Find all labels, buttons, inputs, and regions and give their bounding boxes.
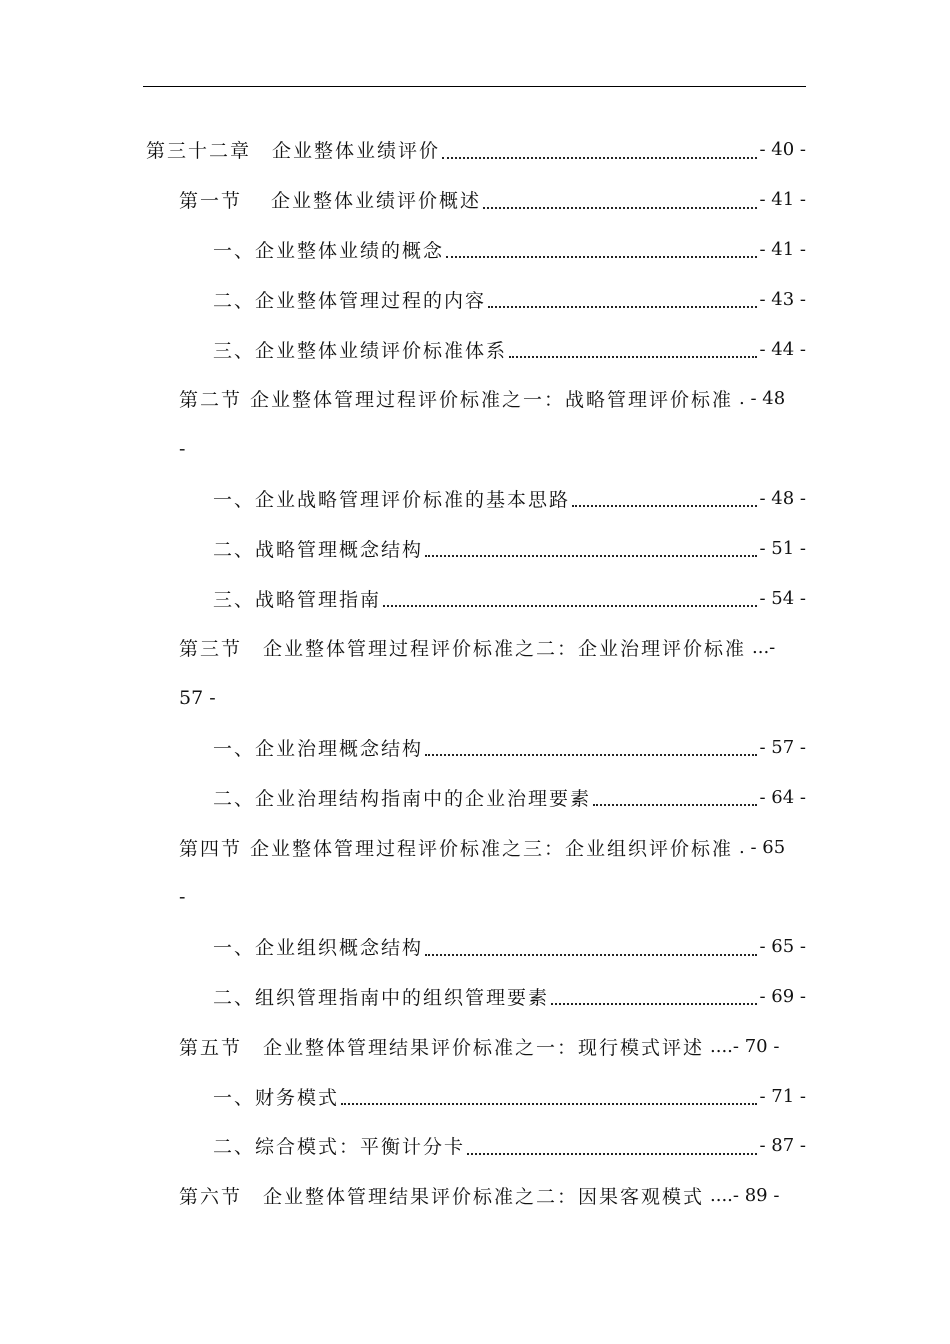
toc-entry-title: 二、企业整体管理过程的内容	[213, 289, 487, 312]
toc-entry-continuation[interactable]	[146, 424, 806, 474]
toc-page-number: . - 65	[739, 836, 786, 858]
toc-entry-title: 二、战略管理概念结构	[213, 538, 424, 561]
toc-entry-title: 二、组织管理指南中的组织管理要素	[213, 986, 550, 1009]
toc-entry[interactable]	[146, 1171, 806, 1221]
toc-entry[interactable]	[146, 822, 806, 872]
toc-dot-leader	[425, 953, 757, 956]
toc-entry-title: 57 -	[179, 686, 216, 709]
toc-entry-title: -	[179, 437, 186, 460]
toc-page-number: . - 48	[739, 388, 786, 410]
toc-page-number: - 48 -	[759, 487, 806, 509]
toc-entry-title: 一、企业战略管理评价标准的基本思路	[213, 488, 571, 511]
toc-entry-title: 第二节 企业整体管理过程评价标准之一：战略管理评价标准	[179, 389, 734, 412]
toc-entry-title: 三、企业整体业绩评价标准体系	[213, 339, 508, 362]
toc-page-number: - 41 -	[759, 189, 806, 211]
toc-page-number: - 87 -	[759, 1135, 806, 1157]
toc-entry-title: 一、企业整体业绩的概念	[213, 239, 445, 262]
toc-page-number: - 51 -	[759, 537, 806, 559]
toc-entry-continuation[interactable]	[146, 673, 806, 723]
toc-dot-leader	[593, 803, 757, 806]
toc-page-number: - 41 -	[759, 238, 806, 260]
toc-entry[interactable]	[146, 175, 806, 225]
toc-entry[interactable]	[146, 374, 806, 424]
table-of-contents	[146, 125, 806, 1221]
toc-entry-title: 一、财务模式	[213, 1086, 340, 1109]
toc-entry-title: 第五节 企业整体管理结果评价标准之一：现行模式评述	[179, 1036, 705, 1059]
toc-entry[interactable]	[146, 573, 806, 623]
toc-entry[interactable]	[146, 623, 806, 673]
toc-entry-title: 第一节 企业整体业绩评价概述	[179, 190, 482, 213]
toc-entry-title: 二、企业治理结构指南中的企业治理要素	[213, 787, 592, 810]
toc-entry-title: 第三节 企业整体管理过程评价标准之二：企业治理评价标准	[179, 638, 747, 661]
toc-dot-leader	[383, 604, 757, 607]
toc-dot-leader	[572, 504, 757, 507]
toc-page-number: - 40 -	[759, 139, 806, 161]
toc-entry-continuation[interactable]	[146, 872, 806, 922]
toc-entry[interactable]	[146, 523, 806, 573]
toc-entry-title: -	[179, 885, 186, 908]
toc-page-number: - 64 -	[759, 786, 806, 808]
toc-dot-leader	[483, 206, 757, 209]
toc-entry[interactable]	[146, 274, 806, 324]
toc-page-number: ....- 89 -	[710, 1185, 780, 1207]
toc-page-number: - 44 -	[759, 338, 806, 360]
toc-dot-leader	[425, 753, 757, 756]
toc-entry-title: 第三十二章 企业整体业绩评价	[146, 140, 441, 163]
toc-page-number: ...-	[752, 637, 776, 659]
toc-entry[interactable]	[146, 772, 806, 822]
toc-page-number: - 57 -	[759, 736, 806, 758]
toc-entry[interactable]	[146, 125, 806, 175]
toc-entry-title: 一、企业治理概念结构	[213, 737, 424, 760]
toc-entry-title: 三、战略管理指南	[213, 588, 382, 611]
toc-dot-leader	[425, 554, 757, 557]
toc-entry[interactable]	[146, 1071, 806, 1121]
toc-entry[interactable]	[146, 922, 806, 972]
toc-entry[interactable]	[146, 324, 806, 374]
toc-entry-title: 第四节 企业整体管理过程评价标准之三：企业组织评价标准	[179, 837, 734, 860]
toc-page-number: - 65 -	[759, 936, 806, 958]
toc-page-number: - 54 -	[759, 587, 806, 609]
toc-entry[interactable]	[146, 474, 806, 524]
toc-dot-leader	[341, 1102, 757, 1105]
header-rule	[143, 86, 806, 87]
toc-page-number: - 43 -	[759, 288, 806, 310]
toc-entry[interactable]	[146, 972, 806, 1022]
toc-dot-leader	[467, 1152, 757, 1155]
toc-entry[interactable]	[146, 1021, 806, 1071]
toc-entry[interactable]	[146, 723, 806, 773]
toc-entry[interactable]	[146, 1121, 806, 1171]
toc-entry-title: 一、企业组织概念结构	[213, 937, 424, 960]
toc-dot-leader	[551, 1002, 757, 1005]
toc-dot-leader	[509, 355, 757, 358]
toc-entry-title: 第六节 企业整体管理结果评价标准之二：因果客观模式	[179, 1186, 705, 1209]
toc-dot-leader	[442, 156, 757, 159]
toc-page-number: - 69 -	[759, 985, 806, 1007]
toc-entry-title: 二、综合模式：平衡计分卡	[213, 1136, 466, 1159]
toc-dot-leader	[446, 255, 757, 258]
toc-page-number: - 71 -	[759, 1085, 806, 1107]
toc-page-number: ....- 70 -	[710, 1035, 780, 1057]
toc-entry[interactable]	[146, 225, 806, 275]
toc-dot-leader	[488, 305, 757, 308]
